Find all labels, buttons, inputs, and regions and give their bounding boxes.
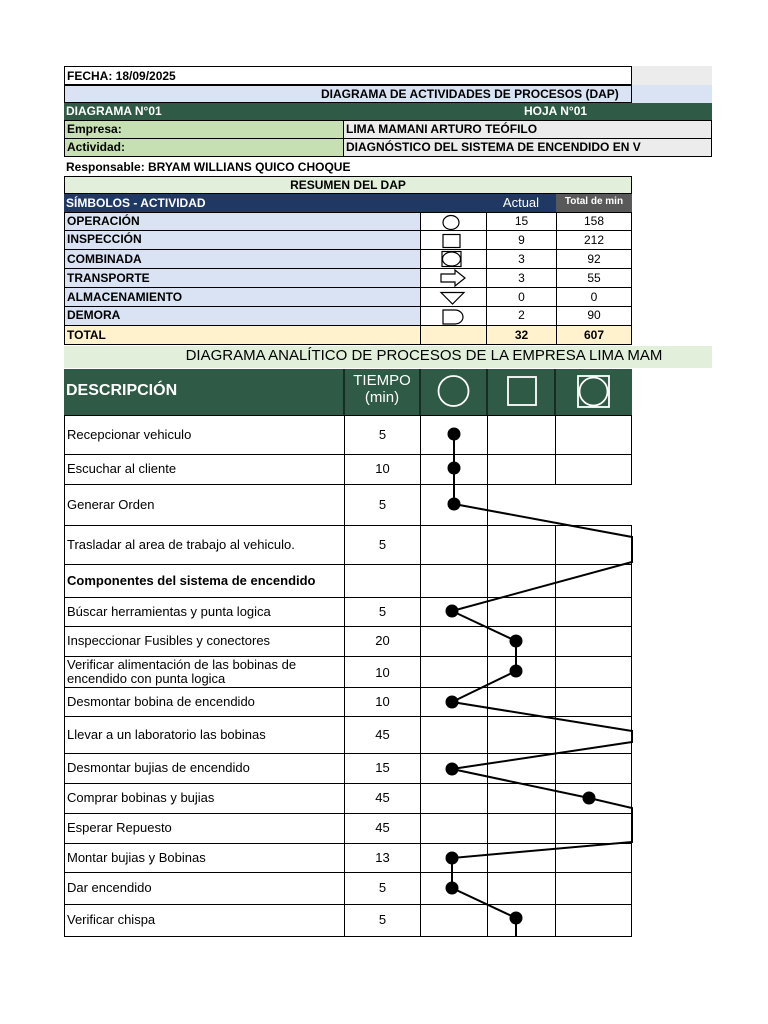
- table-row: [64, 454, 345, 485]
- table-row: [64, 626, 345, 657]
- row-time: 10: [375, 461, 390, 476]
- row-op-cell: [420, 783, 488, 814]
- resumen-label-demora: [64, 306, 421, 326]
- row-time-cell: [344, 626, 421, 657]
- resumen-label-text: ALMACENAMIENTO: [67, 290, 183, 304]
- table-row: [64, 716, 345, 754]
- row-op-cell: [420, 415, 488, 455]
- resumen-total-label: TOTAL: [67, 328, 106, 342]
- resumen-actual-value: 3: [518, 271, 525, 285]
- responsable-text: Responsable: BRYAM WILLIANS QUICO CHOQUE: [66, 160, 351, 174]
- row-insp-cell: [487, 687, 556, 717]
- table-row: [64, 753, 345, 784]
- resumen-label-text: COMBINADA: [67, 252, 142, 266]
- row-time-cell: [344, 564, 421, 598]
- resumen-actual-cell: [486, 306, 557, 326]
- resumen-total-value: 55: [587, 271, 601, 285]
- hoja-number: HOJA N°01: [524, 104, 588, 118]
- row-comb-cell: [555, 904, 632, 937]
- row-comb-cell: [555, 415, 632, 455]
- resumen-label-text: DEMORA: [67, 308, 121, 322]
- resumen-total-min: 607: [583, 328, 605, 342]
- row-op-cell: [420, 454, 488, 485]
- row-description: Desmontar bujias de encendido: [67, 760, 250, 775]
- analitico-title: DIAGRAMA ANALÍTICO DE PROCESOS DE LA EMPRESA LIMA MAM: [185, 347, 663, 364]
- row-comb-cell: [555, 753, 632, 784]
- fecha-gray-extension: [632, 66, 712, 85]
- resumen-symbol-cell: [420, 230, 487, 250]
- row-description: Componentes del sistema de encendido: [67, 573, 316, 588]
- resumen-actual-cell: [486, 287, 557, 307]
- resumen-actual-cell: [486, 212, 557, 231]
- row-comb-cell: [555, 597, 632, 627]
- table-row: [64, 484, 345, 526]
- resumen-total-value: 212: [583, 233, 605, 247]
- actual-header-label: Actual: [502, 195, 540, 210]
- row-comb-cell: [555, 716, 632, 754]
- resumen-title-cell: [64, 176, 632, 194]
- row-insp-cell: [487, 484, 556, 526]
- row-op-cell: [420, 813, 488, 844]
- empresa-value-cell: [343, 120, 712, 139]
- resumen-total-actual: 32: [514, 328, 529, 342]
- resumen-actual-cell: [486, 249, 557, 269]
- row-op-cell: [420, 687, 488, 717]
- row-description: Comprar bobinas y bujias: [67, 790, 215, 805]
- analitico-title-cell: [64, 346, 712, 368]
- title-extension: [632, 85, 712, 103]
- row-comb-cell: [555, 564, 632, 598]
- row-op-cell: [420, 656, 488, 688]
- resumen-actual-value: 9: [518, 233, 525, 247]
- resumen-total-label-cell: [64, 325, 421, 345]
- tiempo-header: [344, 372, 420, 414]
- resumen-total-cell: [556, 212, 632, 231]
- row-description: Búscar herramientas y punta logica: [67, 604, 271, 619]
- row-time: 5: [378, 427, 387, 442]
- row-op-cell: [420, 626, 488, 657]
- row-insp-cell: [487, 525, 556, 565]
- row-op-cell: [420, 597, 488, 627]
- row-insp-cell: [487, 813, 556, 844]
- row-op-cell: [420, 716, 488, 754]
- row-insp-cell: [487, 454, 556, 485]
- row-time: 20: [375, 633, 390, 648]
- resumen-total-cell: [556, 268, 632, 288]
- row-op-cell: [420, 564, 488, 598]
- row-time-cell: [344, 843, 421, 873]
- actual-header: [486, 194, 556, 212]
- row-description: Montar bujias y Bobinas: [67, 850, 206, 865]
- actividad-label: Actividad:: [67, 140, 126, 154]
- actividad-label-cell: [64, 138, 344, 157]
- row-time: 13: [375, 850, 390, 865]
- row-comb-cell: [555, 872, 632, 905]
- row-time: 45: [375, 790, 390, 805]
- row-description: Desmontar bobina de encendido: [67, 694, 255, 709]
- row-insp-cell: [487, 872, 556, 905]
- row-time: 15: [375, 760, 390, 775]
- table-row: [64, 904, 345, 937]
- total-min-header: [556, 194, 632, 212]
- resumen-actual-value: 0: [518, 290, 525, 304]
- row-description: Dar encendido: [67, 880, 152, 895]
- resumen-total-min-cell: [556, 325, 632, 345]
- resumen-total-value: 92: [587, 252, 601, 266]
- row-time-cell: [344, 597, 421, 627]
- table-row: [64, 872, 345, 905]
- resumen-label-operacion: [64, 212, 421, 231]
- resumen-label-transporte: [64, 268, 421, 288]
- row-op-cell: [420, 753, 488, 784]
- row-time: 5: [378, 912, 387, 927]
- row-time-cell: [344, 415, 421, 455]
- tiempo-header-line2: (min): [364, 389, 400, 406]
- resumen-actual-value: 15: [514, 214, 529, 228]
- resumen-symbol-cell: [420, 268, 487, 288]
- resumen-label-combinada: [64, 249, 421, 269]
- tiempo-header-line1: TIEMPO: [353, 372, 411, 389]
- row-time: 5: [378, 497, 387, 512]
- row-time-cell: [344, 904, 421, 937]
- row-op-cell: [420, 872, 488, 905]
- resumen-total-symbol-cell: [420, 325, 487, 345]
- row-time: 5: [378, 604, 387, 619]
- resumen-symbol-cell: [420, 306, 487, 326]
- row-insp-cell: [487, 656, 556, 688]
- page-title: DIAGRAMA DE ACTIVIDADES DE PROCESOS (DAP): [321, 87, 619, 101]
- row-insp-cell: [487, 783, 556, 814]
- row-comb-cell: [555, 626, 632, 657]
- row-comb-cell: [555, 656, 632, 688]
- row-op-cell: [420, 904, 488, 937]
- row-description: Inspeccionar Fusibles y conectores: [67, 633, 271, 648]
- row-time-cell: [344, 813, 421, 844]
- resumen-actual-cell: [486, 268, 557, 288]
- table-row: [64, 597, 345, 627]
- row-op-cell: [420, 843, 488, 873]
- row-comb-cell: [555, 813, 632, 844]
- resumen-total-value: 158: [583, 214, 605, 228]
- row-description: Verificar alimentación de las bobinas de: [67, 657, 297, 672]
- table-row: [64, 783, 345, 814]
- row-time-cell: [344, 872, 421, 905]
- resumen-label-text: TRANSPORTE: [67, 271, 150, 285]
- row-time-cell: [344, 454, 421, 485]
- row-comb-cell: [555, 454, 632, 485]
- row-description: Llevar a un laboratorio las bobinas: [67, 727, 266, 742]
- row-comb-cell: [555, 783, 632, 814]
- resumen-symbol-cell: [420, 287, 487, 307]
- resumen-total-cell: [556, 230, 632, 250]
- empresa-label-cell: [64, 120, 344, 139]
- row-insp-cell: [487, 564, 556, 598]
- row-description-line2: encendido con punta logica: [67, 671, 226, 686]
- empresa-label: Empresa:: [67, 122, 122, 136]
- table-row: [64, 656, 345, 688]
- resumen-label-almacenamiento: [64, 287, 421, 307]
- table-row: [64, 415, 345, 455]
- row-time-cell: [344, 716, 421, 754]
- simbolos-header: [64, 194, 486, 212]
- row-time-cell: [344, 656, 421, 688]
- resumen-total-value: 0: [590, 290, 598, 304]
- row-description: Escuchar al cliente: [67, 461, 177, 476]
- title-cell: [64, 85, 632, 103]
- resumen-total-value: 90: [587, 308, 601, 322]
- resumen-symbol-cell: [420, 249, 487, 269]
- table-row: [64, 564, 345, 598]
- empresa-value: LIMA MAMANI ARTURO TEÓFILO: [346, 122, 538, 136]
- diagrama-number: DIAGRAMA N°01: [66, 104, 162, 118]
- row-insp-cell: [487, 415, 556, 455]
- row-insp-cell: [487, 597, 556, 627]
- table-row: [64, 813, 345, 844]
- row-time: 45: [375, 727, 390, 742]
- row-time: 5: [378, 537, 387, 552]
- row-time: 10: [375, 694, 390, 709]
- row-description: Trasladar al area de trabajo al vehiculo.: [67, 537, 295, 552]
- resumen-symbol-cell: [420, 212, 487, 231]
- row-time: 10: [375, 665, 390, 680]
- actividad-value-cell: [343, 138, 712, 157]
- row-time-cell: [344, 753, 421, 784]
- row-op-cell: [420, 484, 488, 526]
- row-op-cell: [420, 525, 488, 565]
- table-row: [64, 687, 345, 717]
- resumen-total-cell: [556, 287, 632, 307]
- fecha-cell: [64, 66, 632, 85]
- row-time: 5: [378, 880, 387, 895]
- diagrama-row: [64, 103, 712, 120]
- resumen-title: RESUMEN DEL DAP: [290, 178, 406, 192]
- row-comb-cell: [555, 687, 632, 717]
- simbolos-header-label: SÍMBOLOS - ACTIVIDAD: [66, 196, 206, 210]
- resumen-actual-value: 2: [518, 308, 525, 322]
- descripcion-header-label: DESCRIPCIÓN: [66, 382, 178, 399]
- row-time-cell: [344, 783, 421, 814]
- total-min-header-label: Total de min: [564, 196, 624, 207]
- row-insp-cell: [487, 753, 556, 784]
- resumen-label-text: INSPECCIÓN: [67, 232, 142, 246]
- row-time-cell: [344, 525, 421, 565]
- resumen-label-text: OPERACIÓN: [67, 214, 140, 228]
- row-comb-cell: [555, 843, 632, 873]
- row-insp-cell: [487, 843, 556, 873]
- row-description: Verificar chispa: [67, 912, 156, 927]
- row-description: Esperar Repuesto: [67, 820, 172, 835]
- row-comb-cell: [555, 525, 632, 565]
- resumen-label-inspeccion: [64, 230, 421, 250]
- resumen-total-cell: [556, 306, 632, 326]
- row-description: Generar Orden: [67, 497, 155, 512]
- resumen-total-cell: [556, 249, 632, 269]
- row-time-cell: [344, 484, 421, 526]
- table-row: [64, 525, 345, 565]
- table-row: [64, 843, 345, 873]
- fecha-text: FECHA: 18/09/2025: [67, 69, 176, 83]
- resumen-total-actual-cell: [486, 325, 557, 345]
- row-insp-cell: [487, 716, 556, 754]
- resumen-actual-cell: [486, 230, 557, 250]
- row-time: 45: [375, 820, 390, 835]
- row-time-cell: [344, 687, 421, 717]
- resumen-actual-value: 3: [518, 252, 525, 266]
- row-insp-cell: [487, 626, 556, 657]
- row-insp-cell: [487, 904, 556, 937]
- actividad-value: DIAGNÓSTICO DEL SISTEMA DE ENCENDIDO EN V: [346, 140, 641, 154]
- row-description: Recepcionar vehiculo: [67, 427, 192, 442]
- descripcion-header: [64, 369, 344, 415]
- responsable-row: [64, 159, 632, 176]
